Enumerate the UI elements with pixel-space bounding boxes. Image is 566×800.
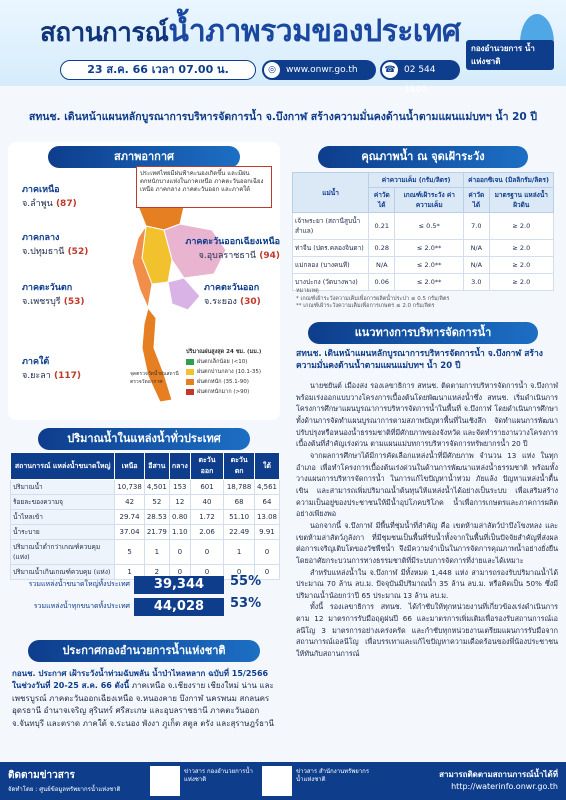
sal-value: N/A xyxy=(369,257,395,274)
quality-title: คุณภาพน้ำ ณ จุดเฝ้าระวัง xyxy=(318,146,528,168)
weather-title: สภาพอากาศ xyxy=(48,146,240,168)
region-rain-value: (117) xyxy=(53,371,81,381)
cell: 10,738 xyxy=(115,480,145,495)
region-name: ภาคตะวันออก xyxy=(204,283,260,293)
headline: สทนช. เดินหน้าแผนหลักบูรณาการบริหารจัดการน้ำ จ.บึงกาฬ สร้างความมั่นคงด้านน้ำตามแผนแม่บทฯ น้ำ 20 ปี xyxy=(28,111,538,123)
qr1-label: ข่าวสาร กองอำนวยการน้ำแห่งชาติ xyxy=(184,768,253,783)
region-rain-value: (53) xyxy=(63,297,85,307)
report-date: 23 ส.ค. 66 เวลา 07.00 น. xyxy=(60,60,256,80)
region-rain-value: (87) xyxy=(55,199,77,209)
cell: 18,788 xyxy=(224,480,255,495)
manage-title: แนวทางการบริหารจัดการน้ำ xyxy=(308,322,538,344)
sub-standard-do: มาตรฐาน แหล่งน้ำผิวดิน xyxy=(489,188,553,213)
announcement-panel xyxy=(8,640,280,758)
manage-paragraph: นายชยันต์ เมืองสง รองเลขาธิการ สทนช. ติดตามการบริหารจัดการน้ำ จ.บึงกาฬ พร้อมเร่งออกแบบวางโครงการเบื้องต้นโดยพัฒนาแหล่งน้ำซึ่ง สทนช. เริ่มดำเนินการโครงการศึกษาแผนบูรณาการบริหารจัดการน้ำในพื้นที่ จ.บึงกาฬ โดยดำเนินการศึกษาทั้งด้านการจัดทำแผนบูรณาการตามสภาพปัญหาพื้นที่ในเชิงลึก จัดทำแผนการพัฒนาปรับปรุงหรือหนองน้ำธรรมชาติที่มีศักยภาพของจังหวัด และจัดทำรายงานวางโครงการเบื้องต้นที่สำคัญเร่งด่วน ตามแผนแม่บทการบริหารจัดการทรัพยากรน้ำ 20 ปี xyxy=(296,381,558,449)
cell: 22.49 xyxy=(224,525,255,540)
table-row xyxy=(11,510,280,525)
cell: 5 xyxy=(115,540,145,565)
cell: 51.10 xyxy=(224,510,255,525)
legend-item xyxy=(186,368,276,376)
region-name: ภาคกลาง xyxy=(22,233,60,243)
region-province: จ.เพชรบุรี xyxy=(22,297,61,307)
total-all xyxy=(10,596,280,618)
cell: 0 xyxy=(190,565,223,580)
col-region: ตะวันออก xyxy=(190,453,223,480)
map-south xyxy=(142,308,172,402)
footer-org: จัดทำโดย : ศูนย์ข้อมูลทรัพยากรน้ำแห่งชาติ xyxy=(8,786,121,793)
announce-lead: กอนช. ประกาศ เฝ้าระวังน้ำท่วมฉับพลัน น้ำป่าไหลหลาก ฉบับที่ 15/2566 ในช่วงวันที่ 20-25 ส.ค. 66 ดังนี้ xyxy=(12,669,269,691)
cell: 12 xyxy=(169,495,190,510)
title-part1: สถานการณ์ xyxy=(40,18,169,48)
station-name: ท่าจีน (ปตร.คลองจินดา) xyxy=(293,240,369,257)
cell: 37.04 xyxy=(115,525,145,540)
region-province: จ.ระยอง xyxy=(204,297,237,307)
legend-swatch xyxy=(186,369,194,375)
footer-site: สามารถติดตามสถานการณ์น้ำได้ที่ xyxy=(439,770,558,779)
cell: 2.06 xyxy=(190,525,223,540)
region-south xyxy=(22,354,81,382)
cell: 4,501 xyxy=(144,480,169,495)
logo-text: กองอำนวยการ น้ำแห่งชาติ xyxy=(466,40,554,70)
announce-text: ภาคเหนือ จ.เชียงราย เชียงใหม่ น่าน และเพชรบูรณ์ ภาคตะวันออกเฉียงเหนือ จ.หนองคาย บึงกาฬ นครพนม สกลนคร อุดรธานี อำนาจเจริญ สุรินทร์ ศรีสะเกษ และอุบลราชธานี ภาคตะวันออก จ.จันทบุรี และตราด ภาคใต้ จ.ระนอง พังงา ภูเก็ต สตูล ตรัง และสุราษฎร์ธานี xyxy=(12,681,274,728)
cell: 0 xyxy=(254,540,279,565)
col-header: สถานการณ์ แหล่งน้ำขนาดใหญ่ xyxy=(11,453,115,480)
sal-std: ≤ 2.0** xyxy=(395,240,464,257)
total-large-label: รวมแหล่งน้ำขนาดใหญ่ทั้งประเทศ xyxy=(28,580,130,588)
cell: 13.08 xyxy=(254,510,279,525)
manage-paragraph: จากผลการศึกษาได้มีการคัดเลือกแหล่งน้ำที่มีศักยภาพ จำนวน 13 แห่ง ในทุกอำเภอ เพื่อทำโครงการเบื้องต้นเร่งด่วนในด้านการพัฒนาแหล่งน้ำธรรมชาติ พร้อมทั้งวางแผนการบริหารจัดการน้ำ ในการแก้ไขปัญหาน้ำท่วม ภัยแล้ง ปัญหาแหล่งน้ำตื้นเขิน และสามารถเพิ่มปริมาณน้ำต้นทุนให้แหล่งน้ำได้อย่างเป็นระบบ เพื่อเสริมสร้างความเป็นอยู่ของประชาชนให้มีน้ำอุปโภคบริโภค น้ำเพื่อการเกษตรและภาคการผลิตอย่างเพียงพอ xyxy=(296,450,558,519)
footer-url[interactable]: http://waterinfo.onwr.go.th xyxy=(451,782,558,791)
cell: 0 xyxy=(224,565,255,580)
sal-std: ≤ 2.0** xyxy=(395,257,464,274)
do-std: ≥ 2.0 xyxy=(489,240,553,257)
cell: 29.74 xyxy=(115,510,145,525)
manage-paragraph: ทั้งนี้ รองเลขาธิการ สทนช. ได้กำชับให้ทุกหน่วยงานที่เกี่ยวข้องเร่งดำเนินการตาม 12 มาตรการรับมือฤดูฝนปี 66 และมาตรการเพิ่มเติมเพื่อรองรับสถานการณ์เอลนีโญ 3 มาตรการอย่างเคร่งครัด และกำชับทุกหน่วยงานเตรียมแผนการรับมือจากสถานการณ์เอลนีโญ เพื่อบรรเทาและแก้ไขปัญหาความเดือดร้อนของพี่น้องประชาชนให้ทันกับสถานการณ์ xyxy=(296,602,558,659)
cell: 68 xyxy=(224,495,255,510)
cell: 0 xyxy=(169,540,190,565)
website-text: www.onwr.go.th xyxy=(286,65,358,75)
manage-paragraph: สำหรับแหล่งน้ำใน จ.บึงกาฬ มีทั้งหมด 1,448 แห่ง สามารถรองรับปริมาณน้ำได้ประมาณ 70 ล้าน ลบ.ม. ปัจจุบันมีปริมาณน้ำ 35 ล้าน ลบ.ม. หรือคิดเป็น 50% ซึ่งมีปริมาณน้ำน้อยกว่าปี 65 ประมาณ 13 ล้าน ลบ.ม. xyxy=(296,567,558,600)
region-rain-value: (94) xyxy=(259,251,280,261)
region-name: ภาคใต้ xyxy=(22,357,50,367)
management-panel xyxy=(288,318,558,758)
region-province: จ.ปทุมธานี xyxy=(22,247,65,257)
region-east xyxy=(204,280,261,308)
region-northeast xyxy=(184,234,280,262)
cell: 0 xyxy=(254,565,279,580)
qr-code-icon[interactable] xyxy=(150,766,180,796)
map-east xyxy=(168,278,200,310)
cell: 64 xyxy=(254,495,279,510)
globe-icon: ◎ xyxy=(264,62,280,78)
col-do: ค่าออกซิเจน (มิลลิกรัม/ลิตร) xyxy=(464,173,554,188)
reservoir-title: ปริมาณน้ำในแหล่งน้ำทั่วประเทศ xyxy=(38,428,250,450)
reservoir-panel xyxy=(8,428,280,620)
rain-legend xyxy=(186,348,276,396)
total-all-pct: 53% xyxy=(230,596,262,611)
phone-icon: ☎ xyxy=(382,62,398,78)
cell: 153 xyxy=(169,480,190,495)
cell: 0 xyxy=(169,565,190,580)
region-province: จ.อุบลราชธานี xyxy=(198,251,257,261)
announce-body xyxy=(12,668,280,730)
do-std: ≥ 2.0 xyxy=(489,257,553,274)
legend-swatch xyxy=(186,379,194,385)
legend-swatch xyxy=(186,359,194,365)
table-row xyxy=(293,213,554,240)
legend-item xyxy=(186,378,276,386)
total-all-value: 44,028 xyxy=(134,598,224,616)
total-all-label: รวมแหล่งน้ำทุกขนาดทั้งประเทศ xyxy=(33,602,130,610)
col-region: อีสาน xyxy=(144,453,169,480)
cell: 0.80 xyxy=(169,510,190,525)
do-value: N/A xyxy=(464,257,490,274)
region-west xyxy=(22,280,85,308)
region-north xyxy=(22,182,77,210)
region-province: จ.ลำพูน xyxy=(22,199,53,209)
legend-item xyxy=(186,358,276,366)
row-label: น้ำไหลเข้า xyxy=(11,510,115,525)
reservoir-table xyxy=(10,452,280,580)
cell: 4,561 xyxy=(254,480,279,495)
phone-link[interactable] xyxy=(380,60,460,95)
legend-label: ฝนตกหนัก (35.1-90) xyxy=(197,379,249,385)
station-name: บางปะกง (วัดบางพาง) xyxy=(293,274,369,291)
note1: * เกณฑ์เฝ้าระวังความเค็มเพื่อการผลิตน้ำประปา ≤ 0.5 กรัม/ลิตร xyxy=(296,295,450,302)
region-rain-value: (52) xyxy=(67,247,89,257)
row-label: ปริมาณน้ำเกินเกณฑ์ควบคุม (แห่ง) xyxy=(11,565,115,580)
cell: 0 xyxy=(190,540,223,565)
legend-label: ฝนตกเล็กน้อย (<10) xyxy=(197,359,248,365)
cell: 40 xyxy=(190,495,223,510)
qr2-label: ข่าวสาร สำนักงานทรัพยากรน้ำแห่งชาติ xyxy=(296,768,370,783)
cell: 1.72 xyxy=(190,510,223,525)
note-label: หมายเหตุ xyxy=(296,288,319,294)
legend-label: ฝนตกปานกลาง (10.1-35) xyxy=(197,369,261,375)
qr-code-icon[interactable] xyxy=(262,766,292,796)
quality-table xyxy=(292,172,554,291)
legend-swatch xyxy=(186,389,194,395)
footer xyxy=(0,762,566,800)
sub-measured2: ค่าวัดได้ xyxy=(464,188,490,213)
cell: 1 xyxy=(224,540,255,565)
weather-note: ประเทศไทยมีฝนฟ้าคะนองเกิดขึ้น และมีฝนตกหนักบางแห่งในภาคเหนือ ภาคตะวันออกเฉียงเหนือ ภาคกลาง ภาคตะวันออก และภาคใต้ xyxy=(136,166,272,208)
cell: 601 xyxy=(190,480,223,495)
col-salinity: ค่าความเค็ม (กรัม/ลิตร) xyxy=(369,173,464,188)
region-name: ภาคตะวันตก xyxy=(22,283,73,293)
legend-item xyxy=(186,388,276,396)
announce-title: ประกาศกองอำนวยการน้ำแห่งชาติ xyxy=(28,640,260,662)
do-std: ≥ 2.0 xyxy=(489,274,553,291)
col-region: เหนือ xyxy=(115,453,145,480)
cell: 1 xyxy=(144,540,169,565)
sal-std: ≤ 0.5* xyxy=(395,213,464,240)
table-row xyxy=(11,525,280,540)
legend-label: ฝนตกหนักมาก (>90) xyxy=(197,389,250,395)
region-central xyxy=(22,230,88,258)
row-label: ร้อยละของความจุ xyxy=(11,495,115,510)
legend-title: ปริมาณฝนสูงสุด 24 ชม. (มม.) xyxy=(186,349,262,355)
sal-value: 0.28 xyxy=(369,240,395,257)
cell: 2 xyxy=(144,565,169,580)
cell: 42 xyxy=(115,495,145,510)
cell: 52 xyxy=(144,495,169,510)
water-quality-panel xyxy=(288,142,558,312)
table-row xyxy=(293,257,554,274)
sub-measured: ค่าวัดได้ xyxy=(369,188,395,213)
do-value: N/A xyxy=(464,240,490,257)
region-name: ภาคเหนือ xyxy=(22,185,60,195)
footer-follow: ติดตามข่าวสาร xyxy=(8,770,75,781)
sal-std: ≤ 2.0** xyxy=(395,274,464,291)
table-row xyxy=(293,240,554,257)
do-value: 3.0 xyxy=(464,274,490,291)
phone-text: 02 544 1800 xyxy=(404,65,436,95)
row-label: ปริมาณน้ำ xyxy=(11,480,115,495)
table-row xyxy=(11,480,280,495)
note2: ** เกณฑ์เฝ้าระวังความเค็มเพื่อการเกษตร ≤ 2.0 กรัม/ลิตร xyxy=(296,303,435,310)
col-region: ใต้ xyxy=(254,453,279,480)
cell: 1 xyxy=(115,565,145,580)
legend-station-label: จุดตรวจวัดน้ำฝนสถานีตรวจวัดอากาศ xyxy=(130,371,179,385)
quality-notes xyxy=(296,288,558,311)
cell: 9.91 xyxy=(254,525,279,540)
cell: 1.10 xyxy=(169,525,190,540)
cell: 21.79 xyxy=(144,525,169,540)
do-std: ≥ 2.0 xyxy=(489,213,553,240)
col-region: กลาง xyxy=(169,453,190,480)
station-name: เจ้าพระยา (สถานีสูบน้ำสำแล) xyxy=(293,213,369,240)
header xyxy=(0,0,566,95)
table-row xyxy=(11,540,280,565)
sal-value: 0.21 xyxy=(369,213,395,240)
page-title xyxy=(40,8,460,55)
region-province: จ.ยะลา xyxy=(22,371,51,381)
manage-body xyxy=(296,380,558,660)
cell: 28.53 xyxy=(144,510,169,525)
manage-lead: สทนช. เดินหน้าแผนหลักบูรณาการบริหารจัดการน้ำ จ.บึงกาฬ สร้างความมั่นคงด้านน้ำตามแผนแม่บทฯ น้ำ 20 ปี xyxy=(296,349,543,372)
total-large-value: 39,344 xyxy=(134,576,224,594)
manage-paragraph: นอกจากนี้ จ.บึงกาฬ มีพื้นที่ชุ่มน้ำที่สำคัญ คือ เขตห้ามล่าสัตว์ป่าบึงโขงหลง และเขตห้ามล่าสัตว์ภูลังกา ที่มีชุมชนเป็นพื้นที่รับน้ำทั้งจากในพื้นที่เป็นปัจจัยสำคัญที่ส่งผลต่อการเจริญเติบโตของวัชพืชน้ำ จึงมีความจำเป็นในการจัดการคุณภาพน้ำอย่างยั่งยืน โดยอาศัยกระบวนการทางธรรมชาติที่มีระบบการจัดการที่ง่ายและได้เหมาะ xyxy=(296,520,558,565)
region-rain-value: (30) xyxy=(240,297,261,307)
date-bar xyxy=(0,60,566,95)
station-name: แม่กลอง (บางคนที) xyxy=(293,257,369,274)
region-name: ภาคตะวันออกเฉียงเหนือ xyxy=(185,237,280,247)
row-label: น้ำระบาย xyxy=(11,525,115,540)
do-value: 7.0 xyxy=(464,213,490,240)
title-part2: น้ำภาพรวมของประเทศ xyxy=(168,14,461,49)
total-large xyxy=(10,574,280,596)
col-river: แม่น้ำ xyxy=(293,173,369,213)
sub-standard-sal: เกณฑ์เฝ้าระวัง ค่าความเค็ม xyxy=(395,188,464,213)
row-label: ปริมาณน้ำต่ำกว่าเกณฑ์ควบคุม (แห่ง) xyxy=(11,540,115,565)
weather-panel xyxy=(8,142,280,420)
total-large-pct: 55% xyxy=(230,574,262,589)
sal-value: 0.06 xyxy=(369,274,395,291)
website-link[interactable] xyxy=(262,60,376,80)
table-row xyxy=(11,495,280,510)
col-region: ตะวันตก xyxy=(224,453,255,480)
